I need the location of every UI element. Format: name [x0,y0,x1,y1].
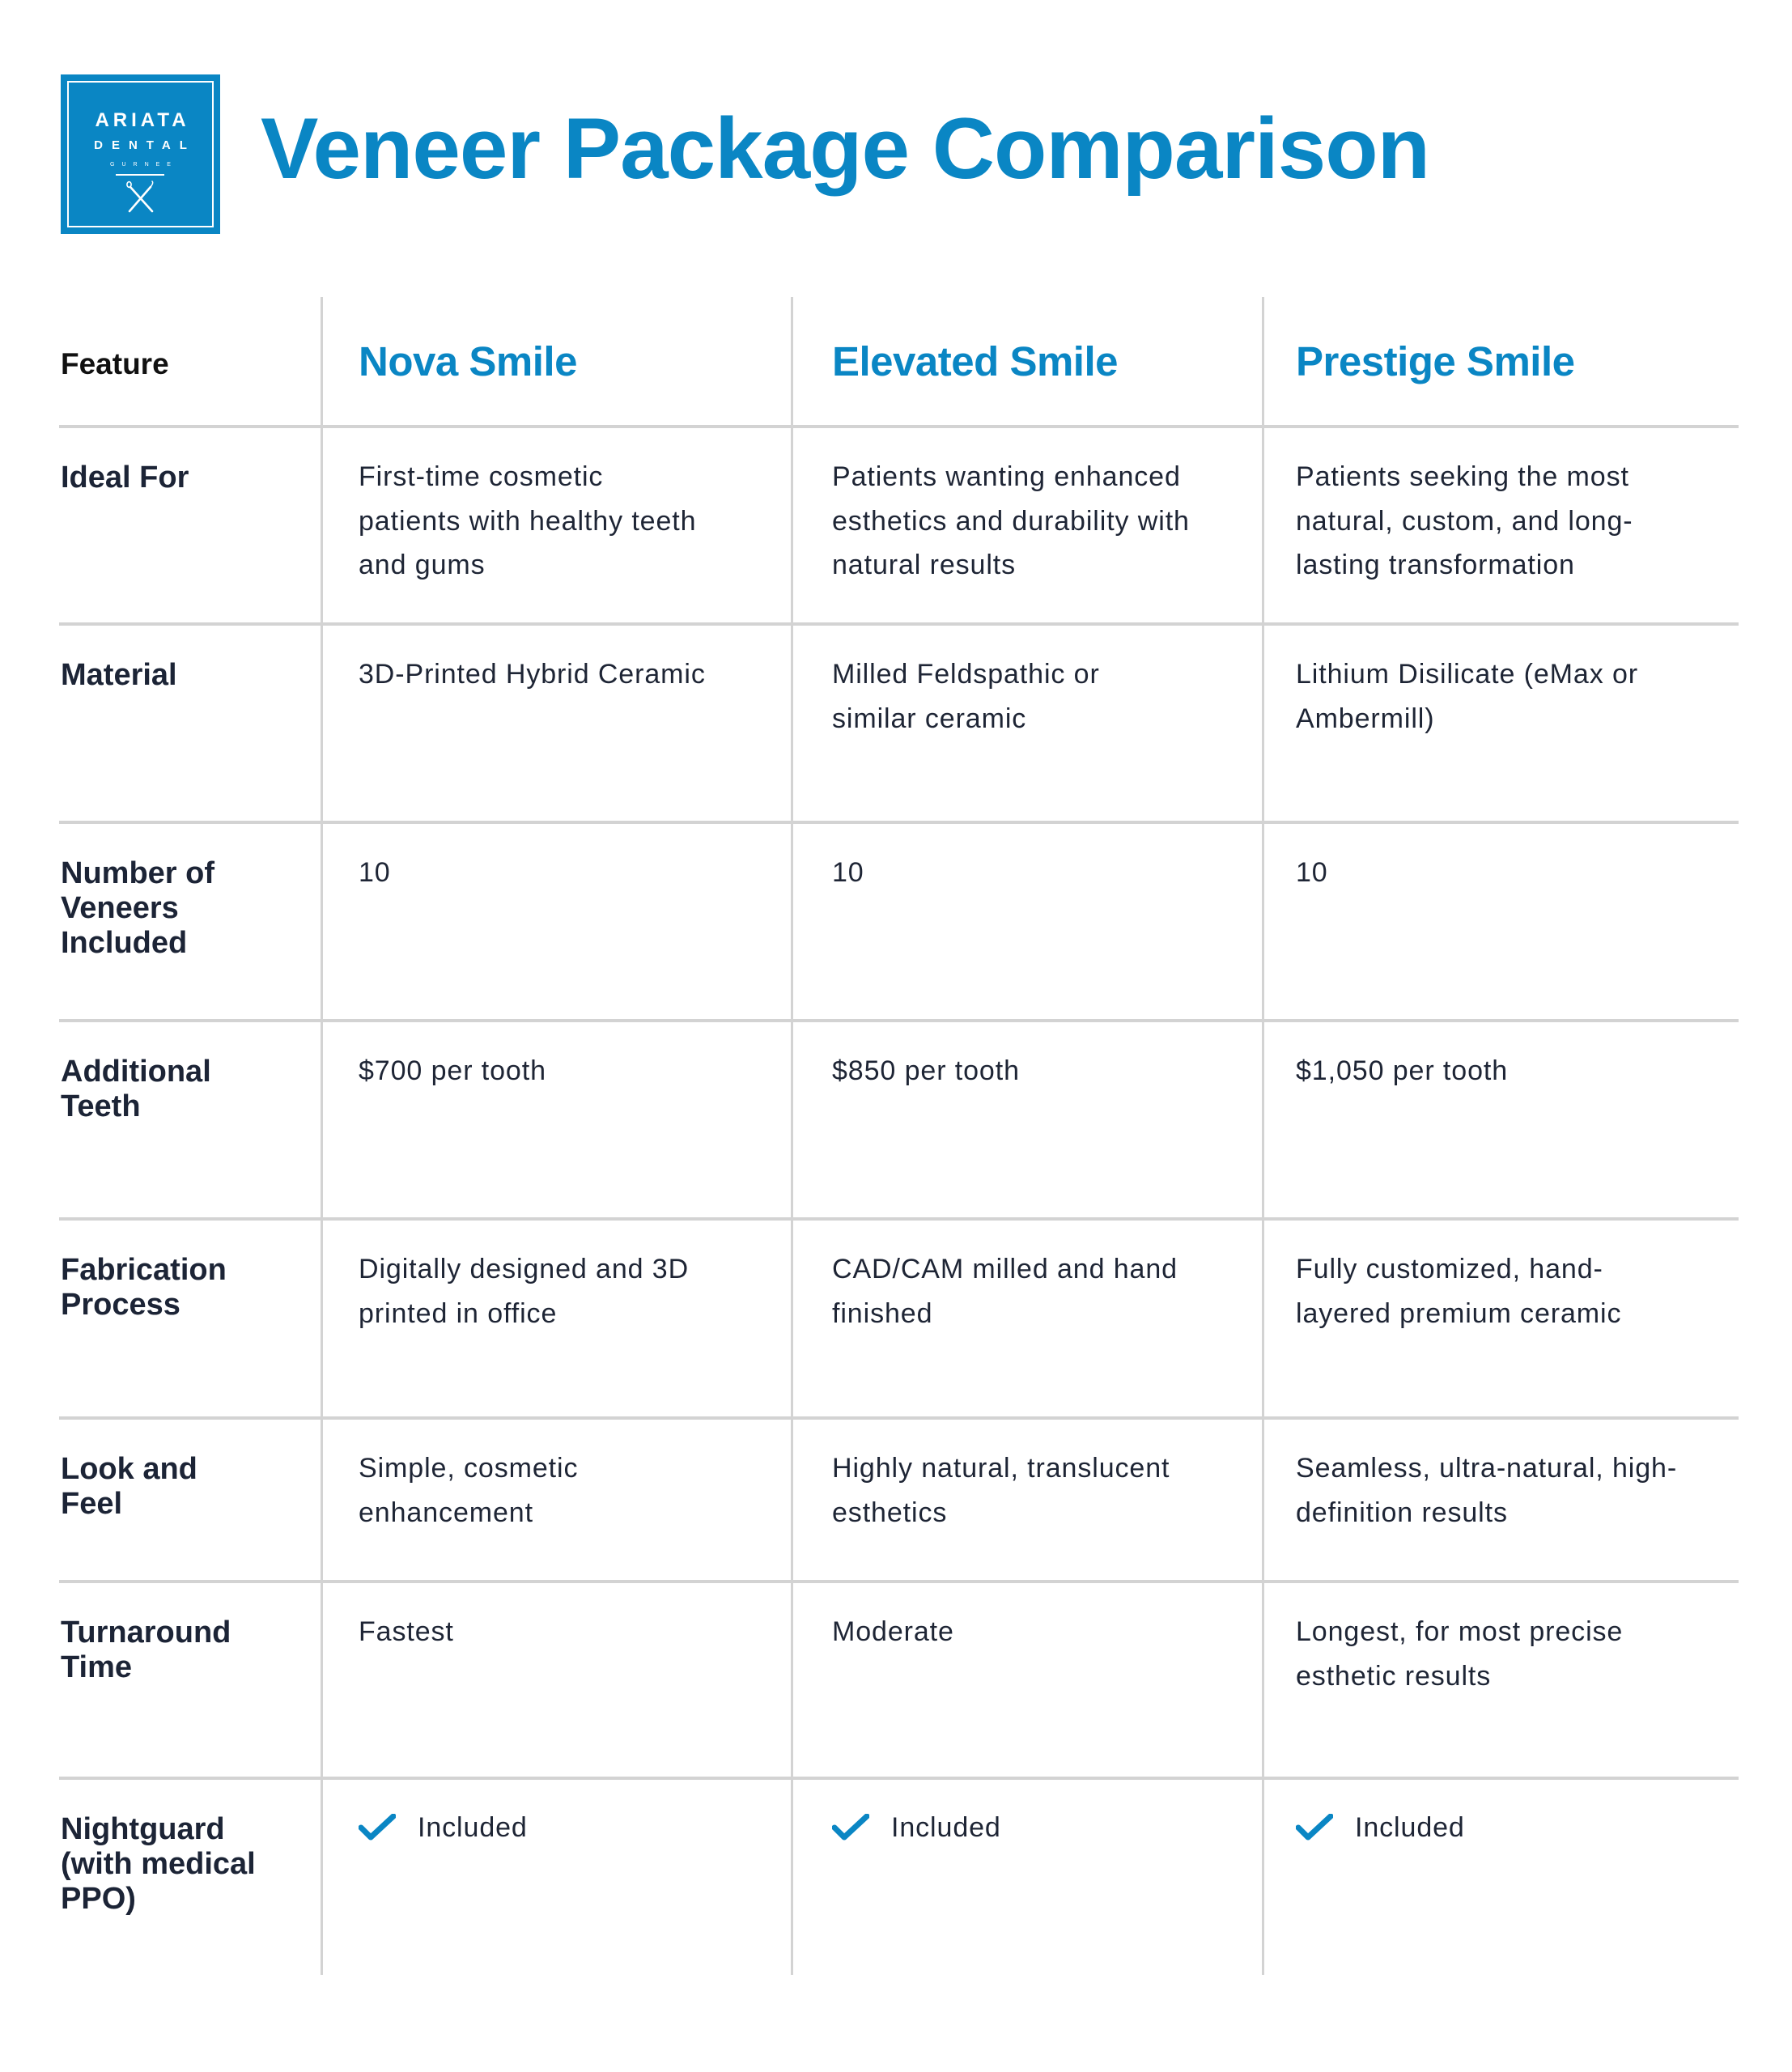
crossed-dental-tools-icon [125,180,156,213]
table-cell-elevated [794,1420,1265,1580]
table-cell-elevated [794,428,1265,622]
table-cell-elevated [794,1583,1265,1777]
header-plan-cell [1265,297,1739,425]
cell-text: Simple, cosmetic [359,1453,579,1484]
row-label: Turnaround [61,1616,231,1650]
table-cell-prestige [1265,626,1739,821]
row-label: Process [61,1288,180,1322]
row-label-cell [59,1221,321,1416]
cell-text: Ambermill) [1296,703,1435,734]
cell-text: Seamless, ultra-natural, high- [1296,1453,1678,1484]
cell-text: Highly natural, translucent [832,1453,1170,1484]
logo-text-location: GURNEE [110,162,178,168]
row-label-cell [59,1420,321,1580]
table-cell-nova [321,1583,794,1777]
cell-text: similar ceramic [832,703,1027,734]
cell-text: Fastest [359,1616,454,1647]
row-label: Nightguard [61,1812,225,1846]
checkmark-icon [832,1814,869,1841]
checkmark-icon [359,1814,396,1841]
row-label: Fabrication [61,1253,227,1287]
table-row-nightguard [59,1780,1739,1975]
row-label: Additional [61,1055,211,1089]
table-row-material [59,626,1739,824]
cell-text: natural results [832,550,1017,580]
logo-divider [116,174,164,176]
table-cell-elevated [794,1221,1265,1416]
row-label: Material [61,658,177,692]
table-cell-nova [321,1022,794,1217]
cell-text: natural, custom, and long- [1296,505,1633,537]
table-cell-prestige [1265,1022,1739,1217]
cell-text: 3D-Printed Hybrid Ceramic [359,659,706,690]
table-row-turnaround-time [59,1583,1739,1780]
table-header-row [59,297,1739,428]
cell-text: First-time cosmetic [359,461,604,492]
table-cell-prestige [1265,428,1739,622]
table-cell-prestige [1265,1583,1739,1777]
cell-text: Lithium Disilicate (eMax or [1296,659,1638,690]
cell-text: $850 per tooth [832,1055,1020,1086]
cell-text: 10 [1296,857,1328,888]
table-row-look-and-feel [59,1420,1739,1583]
cell-text: esthetic results [1296,1660,1492,1692]
included-text: Included [891,1812,1001,1843]
table-cell-nova [321,1221,794,1416]
header-feature-label: Feature [61,347,169,380]
row-label-cell [59,428,321,622]
checkmark-icon [1296,1814,1333,1841]
table-cell-prestige [1265,1420,1739,1580]
logo-text-dental: DENTAL [94,138,196,152]
included-indicator [1296,1780,1722,1845]
cell-text: CAD/CAM milled and hand [832,1254,1178,1284]
ariata-dental-logo [61,74,220,234]
cell-text: Digitally designed and 3D [359,1254,690,1284]
included-indicator [832,1780,1249,1845]
cell-text: esthetics and durability with [832,505,1190,537]
plan-name-nova-smile: Nova Smile [359,338,577,384]
included-indicator [359,1780,778,1845]
cell-text: definition results [1296,1497,1508,1528]
header-feature-cell [59,297,321,425]
cell-text: 10 [832,857,864,888]
table-cell-elevated [794,824,1265,1019]
table-row-number-of-veneers [59,824,1739,1022]
table-cell-nova [321,1420,794,1580]
included-text: Included [1355,1812,1465,1843]
cell-text: patients with healthy teeth [359,505,697,537]
plan-name-prestige-smile: Prestige Smile [1296,338,1575,384]
cell-text: $700 per tooth [359,1055,546,1086]
row-label: PPO) [61,1882,136,1916]
cell-text: and gums [359,550,486,580]
table-cell-elevated [794,1780,1265,1975]
plan-name-elevated-smile: Elevated Smile [832,338,1119,384]
row-label: Teeth [61,1089,141,1123]
cell-text: finished [832,1297,933,1329]
cell-text: Longest, for most precise [1296,1616,1624,1647]
cell-text: layered premium ceramic [1296,1297,1622,1329]
row-label-cell [59,1022,321,1217]
cell-text: enhancement [359,1497,533,1528]
table-cell-nova [321,1780,794,1975]
cell-text: Fully customized, hand- [1296,1254,1603,1284]
cell-text: Patients wanting enhanced [832,461,1181,492]
table-cell-elevated [794,626,1265,821]
row-label-cell [59,1780,321,1975]
cell-text: esthetics [832,1497,948,1528]
logo-text-ariata: ARIATA [95,109,190,131]
cell-text: printed in office [359,1297,558,1329]
row-label: Ideal For [61,461,189,495]
cell-text: lasting transformation [1296,550,1575,580]
row-label: Feel [61,1487,123,1521]
cell-text: $1,050 per tooth [1296,1055,1509,1086]
row-label: Number of [61,856,214,890]
table-cell-nova [321,626,794,821]
row-label-cell [59,1583,321,1777]
row-label: Time [61,1650,133,1684]
cell-text: Milled Feldspathic or [832,659,1100,690]
included-text: Included [418,1812,528,1843]
row-label: (with medical [61,1847,256,1881]
cell-text: 10 [359,857,391,888]
header-plan-cell [321,297,794,425]
table-cell-nova [321,428,794,622]
table-cell-prestige [1265,824,1739,1019]
row-label: Veneers [61,891,179,925]
row-label: Look and [61,1452,197,1486]
table-row-additional-teeth [59,1022,1739,1221]
table-cell-prestige [1265,1780,1739,1975]
header-plan-cell [794,297,1265,425]
cell-text: Moderate [832,1616,954,1647]
row-label: Included [61,926,188,960]
table-cell-nova [321,824,794,1019]
row-label-cell [59,626,321,821]
row-label-cell [59,824,321,1019]
page-title: Veneer Package Comparison [261,100,1429,197]
table-row-ideal-for [59,428,1739,626]
table-cell-elevated [794,1022,1265,1217]
table-cell-prestige [1265,1221,1739,1416]
veneer-comparison-table [59,297,1739,1975]
cell-text: Patients seeking the most [1296,461,1629,492]
table-row-fabrication-process [59,1221,1739,1420]
